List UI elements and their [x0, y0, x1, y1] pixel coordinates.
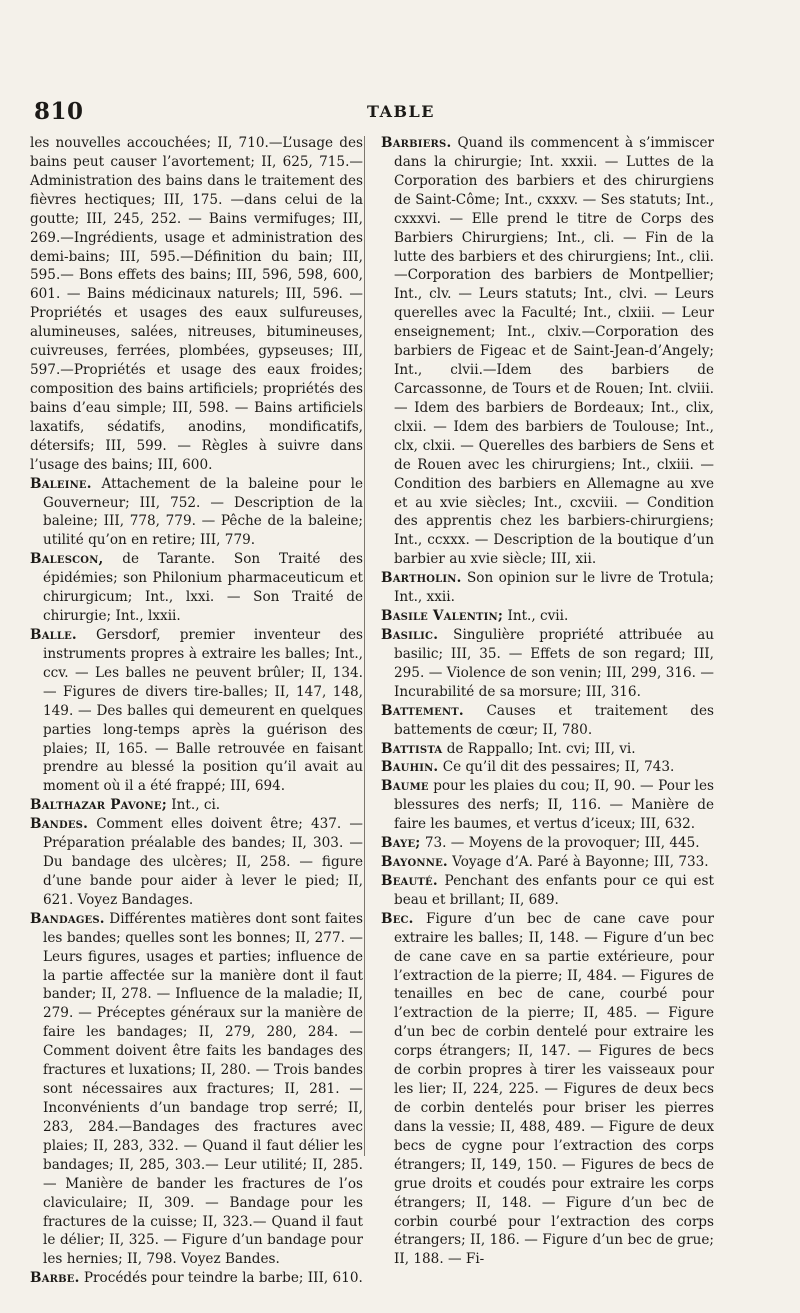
index-entry	[381, 758, 714, 777]
index-entry	[381, 834, 714, 853]
index-entry	[381, 740, 714, 759]
entry-text: Procédés pour teindre la barbe; III, 610.	[83, 1270, 363, 1287]
index-column-left	[30, 134, 363, 1288]
index-entry	[381, 569, 714, 607]
index-entry	[30, 475, 363, 551]
entry-heading: Baleine.	[30, 475, 92, 492]
page-number: 810	[34, 98, 84, 125]
entry-text: Figure d’un bec de cane cave pour extraire les balles; II, 148. — Figure d’un bec de cane cave en sa partie extérieure, pour l’extraction de la pierre; II, 484. — Figures de tenailles en bec de cane, courbé pour l’extraction de la pierre; II, 485. — Figure d’un bec de corbin dentelé pour extraire les corps étrangers; II, 147. — Figures de becs de corbin propres à tirer les vaisseaux pour les lier; II, 224, 225. — Figures de deux becs de corbin dentelés pour briser les pierres dans la vessie; II, 488, 489. — Figure de deux becs de cygne pour l’extraction des corps étrangers; II, 149, 150. — Figures de becs de grue droits et coudés pour extraire les corps étrangers; II, 148. — Figure d’un bec de corbin courbé pour l’extraction des corps étrangers; II, 186. — Figure d’un bec de grue; II, 188. — Fi-	[394, 910, 714, 1268]
index-entry	[30, 815, 363, 910]
entry-text: Différentes matières dont sont faites les bandes; quelles sont les bonnes; II, 277. —Leurs figures, usages et parties; influence de la partie affectée sur la manière dont il faut bander; II, 278. — Influence de la maladie; II, 279. — Préceptes généraux sur la manière de faire les bandages; II, 279, 280, 284. — Comment doivent être faits les bandages des fractures et luxations; II, 280. — Trois bandes sont nécessaires aux fractures; II, 281. — Inconvénients d’un bandage trop serré; II, 283, 284.—Bandages des fractures avec plaies; II, 283, 332. — Quand il faut délier les bandages; II, 285, 303.— Leur utilité; II, 285. — Manière de bander les fractures de l’os claviculaire; II, 309. — Bandage pour les fractures de la cuisse; II, 323.— Quand il faut le délier; II, 325. — Figure d’un bandage pour les hernies; II, 798. Voyez Bandes.	[43, 910, 363, 1268]
entry-heading: Bayonne.	[381, 854, 448, 871]
entry-text: Ce qu’il dit des pessaires; II, 743.	[442, 759, 675, 776]
entry-text: Int., ci.	[171, 797, 221, 814]
entry-heading: Basile Valentin;	[381, 608, 504, 625]
entry-heading: Basilic.	[381, 626, 439, 643]
entry-text: Gersdorf, premier inventeur des instruments propres à extraire les balles; Int., ccv. — Les balles ne peuvent brûler; II, 134. — Figures de divers tire-balles; II, 147, 148, 149. — Des balles qui demeurent en quelques parties long-temps après la guérison des plaies; II, 165. — Balle retrouvée en faisant prendre au blessé la position qu’il avait au moment où il a été frappé; III, 694.	[43, 626, 364, 795]
entry-heading: Bec.	[381, 910, 414, 927]
index-entry	[381, 626, 714, 702]
entry-text: Voyage d’A. Paré à Bayonne; III, 733.	[452, 854, 709, 871]
index-entry	[381, 872, 714, 910]
running-title: TABLE	[367, 102, 435, 121]
entry-text: Penchant des enfants pour ce qui est beau et brillant; II, 689.	[394, 872, 714, 908]
entry-text: Causes et traitement des battements de cœur; II, 780.	[394, 702, 715, 738]
entry-heading: Balthazar Pavone;	[30, 797, 167, 814]
index-entry	[30, 910, 363, 1270]
index-entry	[30, 796, 363, 815]
index-entry	[30, 1269, 363, 1288]
index-column-right	[381, 134, 714, 1269]
index-entry	[381, 607, 714, 626]
entry-text: 73. — Moyens de la provoquer; III, 445.	[424, 835, 700, 852]
entry-text: les nouvelles accouchées; II, 710.—L’usage des bains peut causer l’avortement; II, 625, 715.—Administration des bains dans le traitement des fièvres hectiques; III, 175. —dans celui de la goutte; III, 245, 252. — Bains vermifuges; III, 269.—Ingrédients, usage et administration des demi-bains; III, 595.—Définition du bain; III, 595.— Bons effets des bains; III, 596, 598, 600, 601. — Bains médicinaux naturels; III, 596. — Propriétés et usages des eaux sulfureuses, alumineuses, salées, nitreuses, bitumineuses, cuivreuses, ferrées, plombées, gypseuses; III, 597.—Propriétés et usage des eaux froides; composition des bains artificiels; propriétés des bains d’eau simple; III, 598. — Bains artificiels laxatifs, sédatifs, anodins, mondificatifs, détersifs; III, 599. — Règles à suivre dans l’usage des bains; III, 600.	[30, 135, 363, 473]
index-entry	[30, 626, 363, 796]
entry-heading: Baye;	[381, 835, 421, 852]
index-entry	[381, 853, 714, 872]
page-header	[34, 98, 768, 126]
entry-heading: Balescon,	[30, 551, 104, 568]
entry-heading: Bartholin.	[381, 570, 462, 587]
entry-heading: Bandages.	[30, 910, 105, 927]
index-entry	[381, 702, 714, 740]
entry-heading: Bandes.	[30, 816, 89, 833]
entry-text: pour les plaies du cou; II, 90. — Pour les blessures des nerfs; II, 116. — Manière de faire les baumes, et vertus d’iceux; III, 632.	[394, 778, 715, 833]
entry-heading: Barbiers.	[381, 135, 452, 151]
entry-text: Quand ils commencent à s’immiscer dans la chirurgie; Int. xxxii. — Luttes de la Corporation des barbiers et des chirurgiens de Saint-Côme; Int., cxxxv. — Ses statuts; Int., cxxxvi. — Elle prend le titre de Corps des Barbiers Chirurgiens; Int., cli. — Fin de la lutte des barbiers et des chirurgiens; Int., clii.—Corporation des barbiers de Montpellier; Int., clv. — Leurs statuts; Int., clvi. — Leurs querelles avec la Faculté; Int., clxiii. — Leur enseignement; Int., clxiv.—Corporation des barbiers de Figeac et de Saint-Jean-d’Angely; Int., clvii.—Idem des barbiers de Carcassonne, de Tours et de Rouen; Int. clviii. — Idem des barbiers de Bordeaux; Int., clix, clxii. — Idem des barbiers de Toulouse; Int., clx, clxii. — Querelles des barbiers de Sens et de Rouen avec les chirurgiens; Int., clxiii. — Condition des barbiers en Allemagne au xve et au xvie siècles; Int., cxcviii. — Condition des apprentis chez les barbiers-chirurgiens; Int., ccxxx. — Description de la boutique d’un barbier au xvie siècle; III, xii.	[394, 135, 714, 568]
index-entry	[30, 550, 363, 626]
entry-text: Int., cvii.	[507, 608, 569, 625]
index-entry	[381, 910, 714, 1270]
entry-text: Singulière propriété attribuée au basilic; III, 35. — Effets de son regard; III, 295. — Violence de son venin; III, 299, 316. — Incurabilité de sa morsure; III, 316.	[394, 626, 714, 700]
entry-heading: Barbe.	[30, 1270, 80, 1287]
entry-heading: Battista	[381, 740, 443, 757]
index-entry	[381, 777, 714, 834]
column-divider	[364, 136, 365, 1156]
entry-heading: Battement.	[381, 702, 464, 719]
index-entry	[30, 134, 363, 475]
entry-text: Comment elles doivent être; 437. — Préparation préalable des bandes; II, 303. — Du bandage des ulcères; II, 258. — figure d’une bande pour aider à lever le pied; II, 621. Voyez Bandages.	[43, 816, 363, 908]
index-entry	[381, 134, 714, 569]
entry-text: de Tarante. Son Traité des épidémies; son Philonium pharmaceuticum et chirurgicum; Int., lxxi. — Son Traité de chirurgie; Int., lxxii.	[43, 551, 363, 625]
entry-heading: Baume	[381, 778, 429, 795]
entry-heading: Beauté.	[381, 872, 438, 889]
entry-heading: Balle.	[30, 626, 77, 643]
entry-text: Attachement de la baleine pour le Gouverneur; III, 752. — Description de la baleine; III, 778, 779. — Pêche de la baleine; utilité qu’on en retire; III, 779.	[43, 475, 363, 549]
entry-text: de Rappallo; Int. cvi; III, vi.	[446, 740, 636, 757]
entry-heading: Bauhin.	[381, 759, 439, 776]
entry-text: Son opinion sur le livre de Trotula; Int., xxii.	[394, 570, 714, 606]
